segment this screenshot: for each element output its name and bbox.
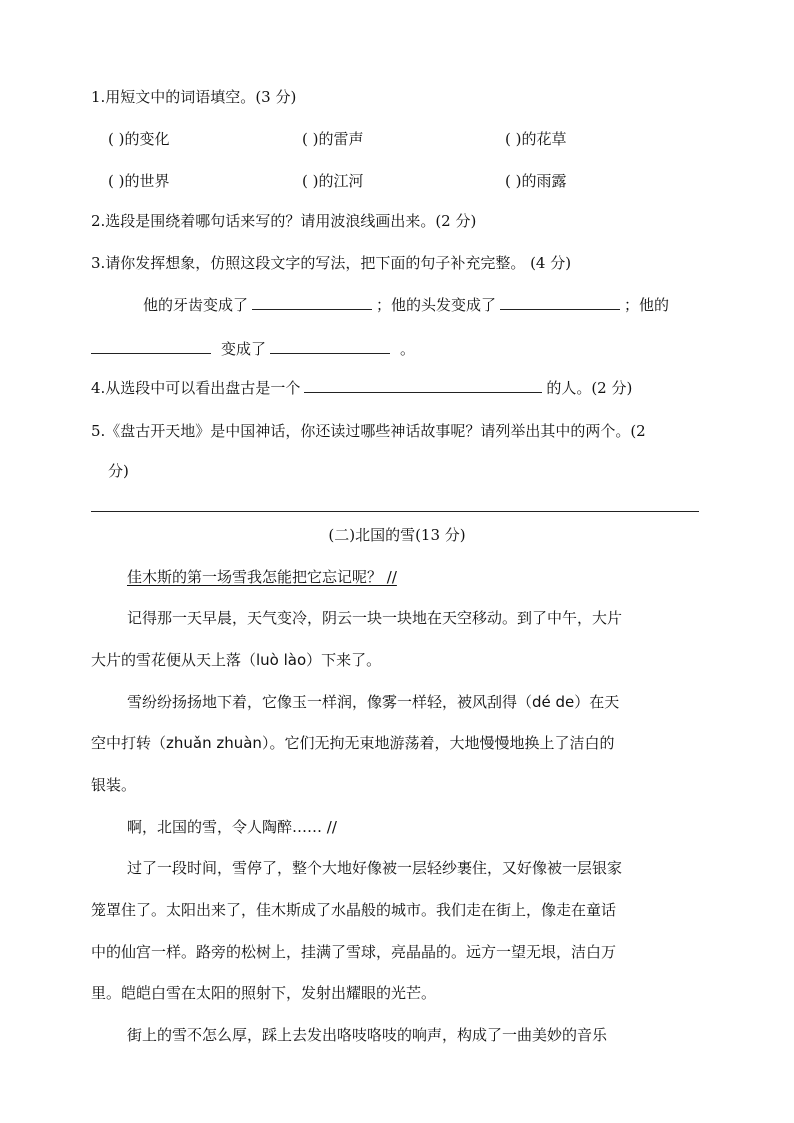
answer-blank[interactable] [270,339,390,354]
answer-blank[interactable] [252,295,372,310]
passage-paragraph: 佳木斯的第一场雪我怎能把它忘记呢？ // [127,568,397,586]
passage-paragraph: 笼罩住了。太阳出来了，佳木斯成了水晶般的城市。我们走在街上，像走在童话 [91,901,617,919]
question-3-line-2 [91,339,415,359]
passage-paragraph: 里。皑皑白雪在太阳的照射下，发射出耀眼的光芒。 [91,984,437,1002]
passage-paragraph: 啊，北国的雪，令人陶醉…… // [127,818,337,836]
question-3: 3.请你发挥想象，仿照这段文字的写法，把下面的句子补充完整。 (4 分) [91,254,572,272]
question-4 [91,378,632,398]
answer-blank[interactable] [500,295,620,310]
fill-blank-item: ( )的雨露 [505,172,567,190]
q4-text-a: 4.从选段中可以看出盘古是一个 [91,379,301,397]
question-3-line-1 [143,295,669,315]
passage-paragraph: 街上的雪不怎么厚，踩上去发出咯吱咯吱的响声，构成了一曲美妙的音乐 [127,1026,608,1044]
passage-paragraph: 空中打转（zhuǎn zhuàn）。它们无拘无束地游荡着，大地慢慢地换上了洁白的 [91,734,615,752]
fill-blank-item: ( )的江河 [302,172,364,190]
passage-paragraph: 过了一段时间，雪停了，整个大地好像被一层轻纱裹住，又好像被一层银家 [127,859,623,877]
passage-paragraph: 大片的雪花便从天上落（luò lào）下来了。 [91,651,382,669]
question-5: 5.《盘古开天地》是中国神话，你还读过哪些神话故事呢？请列举出其中的两个。(2 [91,422,646,440]
passage-paragraph: 中的仙宫一样。路旁的松树上，挂满了雪球，亮晶晶的。远方一望无垠，洁白万 [91,943,617,961]
q3-text-e: 。 [400,340,416,358]
q3-text-d: 变成了 [221,340,267,358]
answer-line[interactable] [91,511,699,512]
q3-text-b: ；他的头发变成了 [376,296,497,314]
passage-paragraph: 雪纷纷扬扬地下着，它像玉一样润，像雾一样轻，被风刮得（dé de）在天 [127,693,620,711]
fill-blank-item: ( )的雷声 [302,130,364,148]
fill-blank-item: ( )的花草 [505,130,567,148]
q3-text-c: ；他的 [624,296,670,314]
fill-blank-item: ( )的世界 [108,172,170,190]
answer-blank[interactable] [304,378,542,393]
question-1: 1.用短文中的词语填空。(3 分) [91,88,297,106]
question-2: 2.选段是围绕着哪句话来写的？请用波浪线画出来。(2 分) [91,212,477,230]
question-5-continued: 分) [108,462,129,480]
passage-paragraph: 记得那一天早晨，天气变冷，阴云一块一块地在天空移动。到了中午，大片 [127,609,623,627]
section-title: (二)北国的雪(13 分) [328,526,466,544]
answer-blank[interactable] [91,339,211,354]
q4-text-b: 的人。(2 分) [546,379,633,397]
q3-text-a: 他的牙齿变成了 [143,296,249,314]
passage-paragraph: 银装。 [91,776,137,794]
fill-blank-item: ( )的变化 [108,130,170,148]
